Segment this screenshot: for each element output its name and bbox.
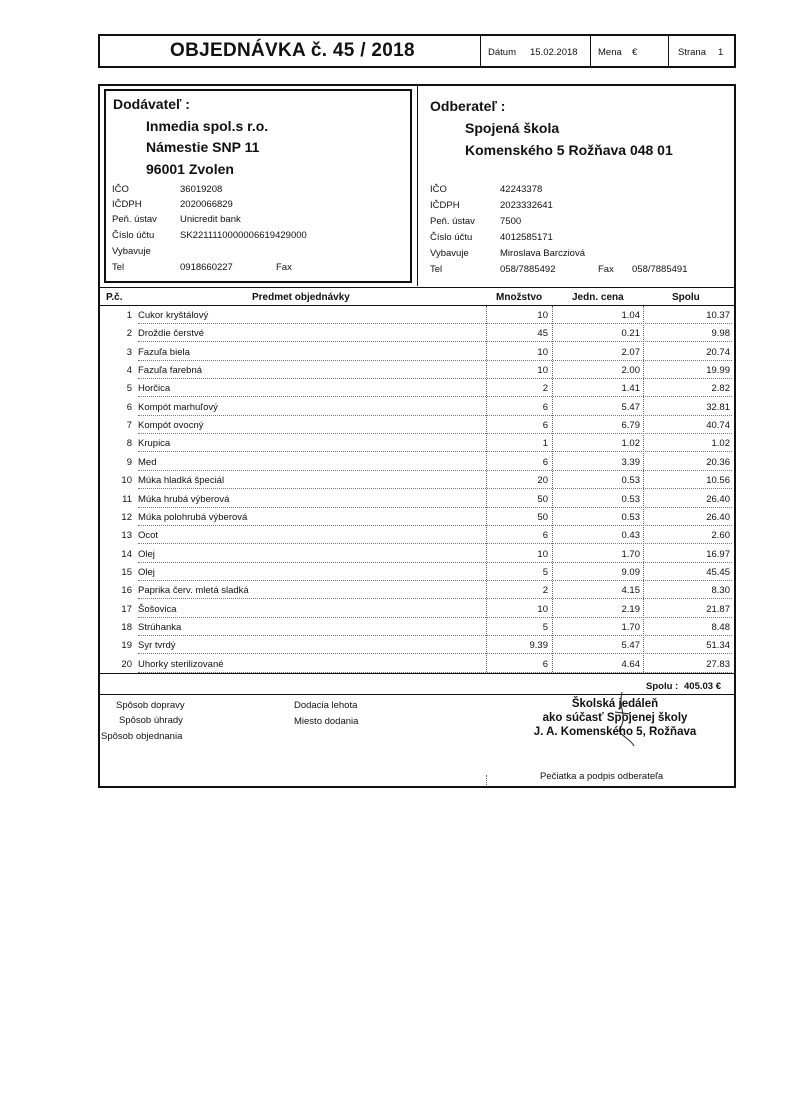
total-label: Spolu : [646, 681, 679, 692]
row-unit-price: 5.47 [621, 401, 640, 413]
stamp-line: J. A. Komenského 5, Rožňava [533, 726, 697, 738]
row-index: 4 [126, 365, 132, 377]
customer-name: Spojená škola [465, 120, 560, 136]
customer-fax-value: 058/7885491 [632, 264, 688, 275]
col-header-index: P.č. [106, 292, 123, 303]
customer-fax-label: Fax [598, 264, 614, 275]
row-item: Horčica [138, 383, 171, 395]
table-row [98, 473, 734, 491]
row-unit-price: 9.09 [621, 566, 640, 578]
row-leader [138, 323, 732, 324]
row-quantity: 1 [542, 438, 548, 450]
col-header-unit-price: Jedn. cena [572, 292, 624, 303]
row-leader [138, 488, 732, 489]
customer-field-value: 058/7885492 [500, 264, 556, 275]
row-item: Strúhanka [138, 621, 182, 633]
row-unit-price: 6.79 [621, 420, 640, 432]
row-index: 3 [126, 346, 132, 358]
row-total: 8.30 [711, 585, 730, 597]
row-index: 7 [126, 420, 132, 432]
row-leader [138, 341, 732, 342]
row-total: 26.40 [706, 493, 730, 505]
row-quantity: 50 [537, 511, 548, 523]
customer-field-value: 7500 [500, 216, 522, 227]
currency-value: € [632, 47, 638, 58]
party-divider [417, 86, 418, 286]
row-item: Múka hladká špeciál [138, 475, 225, 487]
row-leader [138, 562, 732, 563]
table-row [98, 363, 734, 381]
row-leader [138, 396, 732, 397]
row-index: 18 [121, 621, 132, 633]
row-unit-price: 1.41 [621, 383, 640, 395]
delivery-term-label: Dodacia lehota [294, 700, 358, 711]
supplier-field-value: 0918660227 [180, 262, 233, 273]
row-item: Múka polohrubá výberová [138, 511, 248, 523]
order-method-label: Spôsob objednania [101, 731, 183, 742]
row-index: 20 [121, 658, 132, 670]
customer-field-value: 4012585171 [500, 232, 553, 243]
row-leader [138, 635, 732, 636]
customer-field-label: IČDPH [430, 200, 460, 211]
signature-label: Pečiatka a podpis odberateľa [540, 771, 664, 782]
table-row [98, 620, 734, 638]
row-index: 8 [126, 438, 132, 450]
table-row [98, 455, 734, 473]
row-total: 20.74 [706, 346, 730, 358]
row-total: 45.45 [706, 566, 730, 578]
row-index: 15 [121, 566, 132, 578]
row-index: 16 [121, 585, 132, 597]
supplier-name: Inmedia spol.s r.o. [146, 118, 269, 134]
row-total: 51.34 [706, 640, 730, 652]
customer-field-value: Miroslava Barcziová [500, 248, 585, 259]
signature-mark [600, 690, 650, 750]
row-total: 40.74 [706, 420, 730, 432]
row-quantity: 45 [537, 328, 548, 340]
row-leader [138, 415, 732, 416]
header-divider [668, 36, 669, 66]
customer-field-label: IČO [430, 184, 447, 195]
supplier-field-value: 36019208 [180, 184, 223, 195]
row-index: 9 [126, 456, 132, 468]
row-unit-price: 4.64 [621, 658, 640, 670]
table-row [98, 565, 734, 583]
row-index: 6 [126, 401, 132, 413]
customer-address: Komenského 5 Rožňava 048 01 [465, 142, 673, 158]
row-index: 2 [126, 328, 132, 340]
supplier-field-label: Peň. ústav [112, 214, 157, 225]
row-quantity: 10 [537, 346, 548, 358]
table-row [98, 602, 734, 620]
customer-field-value: 2023332641 [500, 200, 553, 211]
supplier-field-value: SK2211110000006619429000 [180, 230, 307, 241]
row-total: 2.60 [711, 530, 730, 542]
row-unit-price: 0.53 [621, 475, 640, 487]
row-index: 19 [121, 640, 132, 652]
row-quantity: 10 [537, 603, 548, 615]
row-index: 10 [121, 475, 132, 487]
row-quantity: 6 [542, 401, 548, 413]
page-value: 1 [718, 47, 724, 58]
table-row [98, 400, 734, 418]
customer-field-value: 42243378 [500, 184, 543, 195]
supplier-field-label: Číslo účtu [112, 230, 155, 241]
row-quantity: 6 [542, 658, 548, 670]
table-row [98, 638, 734, 656]
row-total: 2.82 [711, 383, 730, 395]
row-index: 11 [122, 493, 132, 505]
customer-field-label: Vybavuje [430, 248, 469, 259]
col-header-quantity: Množstvo [496, 292, 543, 303]
supplier-field-label: Vybavuje [112, 246, 151, 257]
row-unit-price: 5.47 [621, 640, 640, 652]
col-header-total: Spolu [672, 292, 700, 303]
page-label: Strana [678, 47, 706, 58]
supplier-field-label: Tel [112, 262, 125, 273]
row-quantity: 20 [537, 475, 548, 487]
table-row [98, 418, 734, 436]
row-item: Med [138, 456, 157, 468]
table-row [98, 547, 734, 565]
row-leader [138, 543, 732, 544]
row-item: Fazuľa biela [138, 346, 190, 358]
row-index: 1 [126, 310, 132, 321]
row-index: 12 [121, 511, 132, 523]
supplier-street: Námestie SNP 11 [146, 139, 260, 155]
row-item: Cukor kryštálový [138, 310, 209, 321]
row-total: 19.99 [706, 365, 730, 377]
table-row [98, 308, 734, 326]
header-divider [590, 36, 591, 66]
delivery-place-label: Miesto dodania [294, 716, 359, 727]
row-total: 16.97 [706, 548, 730, 560]
row-item: Šošovica [138, 603, 177, 615]
row-unit-price: 1.70 [621, 621, 640, 633]
table-row [98, 657, 734, 675]
table-row [98, 583, 734, 601]
supplier-fax-label: Fax [276, 262, 292, 273]
row-quantity: 2 [542, 585, 548, 597]
row-item: Kompót marhuľový [138, 401, 218, 413]
row-unit-price: 0.21 [621, 328, 640, 340]
table-row [98, 510, 734, 528]
row-leader [138, 525, 732, 526]
row-total: 1.02 [711, 438, 730, 450]
row-quantity: 10 [537, 310, 548, 321]
row-item: Paprika červ. mletá sladká [138, 585, 249, 597]
row-leader [138, 598, 732, 599]
row-unit-price: 2.19 [621, 603, 640, 615]
row-unit-price: 0.53 [621, 511, 640, 523]
row-leader [138, 653, 732, 654]
table-row [98, 381, 734, 399]
customer-field-label: Tel [430, 264, 443, 275]
row-quantity: 6 [542, 530, 548, 542]
table-row [98, 436, 734, 454]
row-item: Olej [138, 548, 155, 560]
row-item: Droždie čerstvé [138, 328, 204, 340]
row-leader [138, 617, 732, 618]
row-item: Kompót ovocný [138, 420, 204, 432]
customer-field-label: Peň. ústav [430, 216, 475, 227]
table-row [98, 345, 734, 363]
customer-heading: Odberateľ : [430, 98, 506, 114]
payment-method-label: Spôsob úhrady [119, 715, 183, 726]
row-unit-price: 2.00 [621, 365, 640, 377]
stamp-line: Školská jedáleň [571, 698, 659, 710]
signature-separator [486, 775, 487, 785]
row-quantity: 10 [537, 548, 548, 560]
table-row [98, 528, 734, 546]
row-item: Ocot [138, 530, 159, 542]
row-total: 21.87 [706, 603, 730, 615]
row-total: 10.37 [706, 310, 730, 321]
supplier-heading: Dodávateľ : [113, 96, 190, 112]
row-unit-price: 1.70 [621, 548, 640, 560]
row-item: Uhorky sterilizované [138, 658, 224, 670]
row-index: 14 [121, 548, 132, 560]
row-total: 10.56 [706, 475, 730, 487]
supplier-field-label: IČO [112, 184, 129, 195]
table-top-rule [98, 287, 736, 288]
row-leader [138, 360, 732, 361]
transport-method-label: Spôsob dopravy [116, 700, 185, 711]
currency-label: Mena [598, 47, 622, 58]
row-quantity: 5 [542, 621, 548, 633]
row-item: Fazuľa farebná [138, 365, 203, 377]
row-leader [138, 580, 732, 581]
total-value: 405.03 € [684, 681, 721, 692]
row-index: 13 [121, 530, 132, 542]
row-total: 9.98 [711, 328, 730, 340]
row-leader [138, 433, 732, 434]
row-item: Múka hrubá výberová [138, 493, 230, 505]
row-quantity: 10 [537, 365, 548, 377]
row-total: 26.40 [706, 511, 730, 523]
table-header-rule [98, 305, 736, 306]
row-unit-price: 0.43 [621, 530, 640, 542]
stamp-line: ako súčasť Spojenej školy [542, 712, 688, 724]
row-total: 27.83 [706, 658, 730, 670]
row-total: 32.81 [706, 401, 730, 413]
order-title: OBJEDNÁVKA č. 45 / 2018 [170, 40, 415, 61]
table-bottom-rule [98, 673, 736, 674]
row-quantity: 2 [542, 383, 548, 395]
row-leader [138, 451, 732, 452]
row-item: Olej [138, 566, 155, 578]
date-label: Dátum [488, 47, 516, 58]
supplier-field-label: IČDPH [112, 199, 142, 210]
row-unit-price: 1.02 [621, 438, 640, 450]
row-quantity: 5 [542, 566, 548, 578]
row-unit-price: 1.04 [621, 310, 640, 321]
table-row [98, 326, 734, 344]
supplier-city: 96001 Zvolen [146, 161, 234, 177]
header-divider [480, 36, 481, 66]
row-leader [138, 507, 732, 508]
col-header-item: Predmet objednávky [252, 292, 350, 303]
supplier-field-value: 2020066829 [180, 199, 233, 210]
row-quantity: 9.39 [529, 640, 548, 652]
row-unit-price: 2.07 [621, 346, 640, 358]
row-unit-price: 4.15 [621, 585, 640, 597]
row-index: 5 [126, 383, 132, 395]
row-quantity: 6 [542, 420, 548, 432]
row-total: 8.48 [711, 621, 730, 633]
row-leader [138, 378, 732, 379]
row-total: 20.36 [706, 456, 730, 468]
supplier-field-value: Unicredit bank [180, 214, 241, 225]
row-quantity: 50 [537, 493, 548, 505]
table-row [98, 492, 734, 510]
row-index: 17 [121, 603, 132, 615]
row-unit-price: 3.39 [621, 456, 640, 468]
row-item: Krupica [138, 438, 171, 450]
customer-field-label: Číslo účtu [430, 232, 473, 243]
row-item: Syr tvrdý [138, 640, 176, 652]
date-value: 15.02.2018 [530, 47, 578, 58]
row-unit-price: 0.53 [621, 493, 640, 505]
row-leader [138, 470, 732, 471]
row-quantity: 6 [542, 456, 548, 468]
